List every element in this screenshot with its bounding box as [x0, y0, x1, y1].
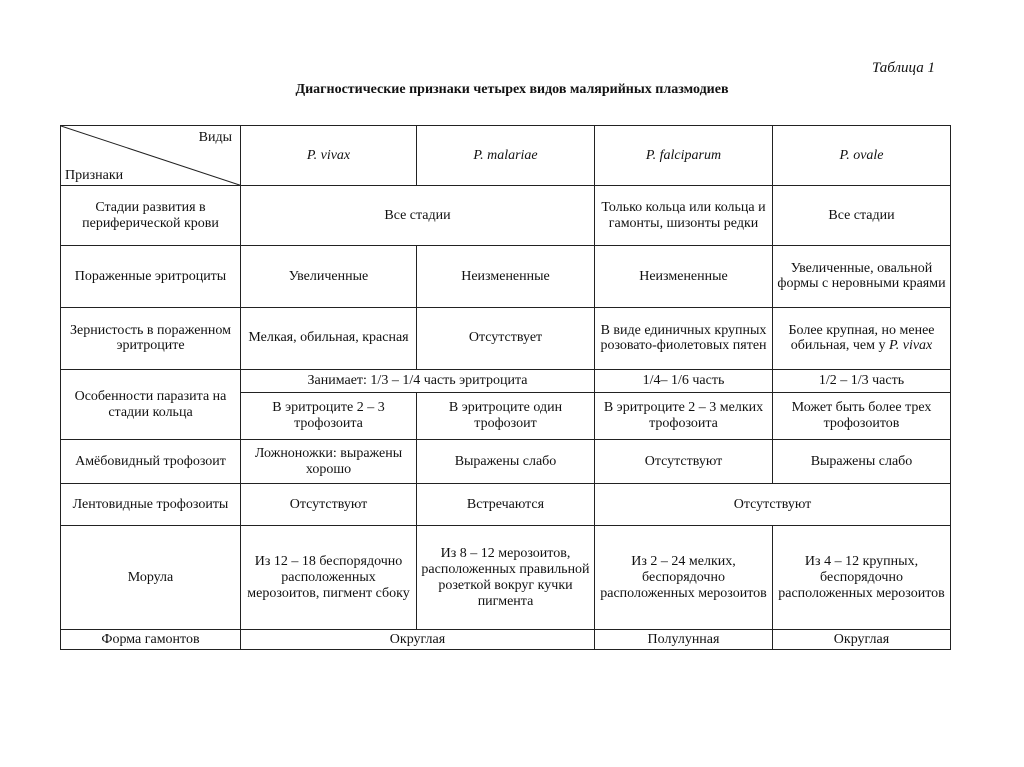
row-amoeboid	[61, 440, 951, 484]
species-axis-label: Виды	[198, 130, 232, 145]
cell-band-falciparum-ovale: Отсутствуют	[595, 483, 951, 526]
cell-morula-malariae: Из 8 – 12 мерозоитов, расположенных правильной розеткой вокруг кучки пигмента	[417, 526, 595, 630]
cell-gamonts-vivax-malariae: Округлая	[241, 630, 595, 650]
cell-band-malariae: Встречаются	[417, 483, 595, 526]
cell-ring-falciparum: В эритроците 2 – 3 мелких трофозоита	[595, 392, 773, 440]
row-band	[61, 483, 951, 526]
cell-gamonts-falciparum: Полулунная	[595, 630, 773, 650]
cell-morula-falciparum: Из 2 – 24 мелких, беспорядочно расположенных мерозоитов	[595, 526, 773, 630]
cell-granularity-vivax: Мелкая, обильная, красная	[241, 307, 417, 369]
header-p-vivax: P. vivax	[241, 126, 417, 186]
row-label-band: Лентовидные трофозоиты	[61, 483, 241, 526]
granularity-ovale-text: Более крупная, но менее обильная, чем у	[788, 322, 935, 354]
cell-erythrocytes-malariae: Неизмененные	[417, 246, 595, 307]
cell-ring-vivax: В эритроците 2 – 3 трофозоита	[241, 392, 417, 440]
cell-amoeboid-malariae: Выражены слабо	[417, 440, 595, 484]
row-label-erythrocytes: Пораженные эритроциты	[61, 246, 241, 307]
cell-ring-occupies-ovale: 1/2 – 1/3 часть	[773, 369, 951, 392]
cell-ring-occupies-falciparum: 1/4– 1/6 часть	[595, 369, 773, 392]
cell-granularity-malariae: Отсутствует	[417, 307, 595, 369]
cell-erythrocytes-ovale: Увеличенные, овальной формы с неровными краями	[773, 246, 951, 307]
cell-granularity-falciparum: В виде единичных крупных розовато-фиолетовых пятен	[595, 307, 773, 369]
header-row	[61, 126, 951, 186]
cell-gamonts-ovale: Округлая	[773, 630, 951, 650]
row-morula	[61, 526, 951, 630]
features-axis-label: Признаки	[65, 167, 124, 183]
cell-amoeboid-vivax: Ложноножки: выражены хорошо	[241, 440, 417, 484]
row-stages	[61, 186, 951, 246]
table-title: Диагностические признаки четырех видов малярийных плазмодиев	[295, 82, 729, 97]
header-p-falciparum: P. falciparum	[595, 126, 773, 186]
cell-stages-vivax-malariae: Все стадии	[241, 186, 595, 246]
cell-morula-ovale: Из 4 – 12 крупных, беспорядочно расположенных мерозоитов	[773, 526, 951, 630]
row-label-amoeboid: Амёбовидный трофозоит	[61, 440, 241, 484]
cell-ring-occupies-vivax-malariae: Занимает: 1/3 – 1/4 часть эритроцита	[241, 369, 595, 392]
row-gamonts	[61, 630, 951, 650]
cell-stages-ovale: Все стадии	[773, 186, 951, 246]
row-erythrocytes	[61, 246, 951, 307]
cell-erythrocytes-falciparum: Неизмененные	[595, 246, 773, 307]
cell-morula-vivax: Из 12 – 18 беспорядочно расположенных мерозоитов, пигмент сбоку	[241, 526, 417, 630]
cell-amoeboid-falciparum: Отсутствуют	[595, 440, 773, 484]
cell-granularity-ovale	[773, 307, 951, 369]
table-number-label: Таблица 1	[872, 60, 935, 76]
header-p-malariae: P. malariae	[417, 126, 595, 186]
row-ring-occupies	[61, 369, 951, 392]
cell-band-vivax: Отсутствуют	[241, 483, 417, 526]
row-label-stages: Стадии развития в периферической крови	[61, 186, 241, 246]
cell-amoeboid-ovale: Выражены слабо	[773, 440, 951, 484]
diagnostic-table	[60, 125, 951, 650]
granularity-ovale-species: P. vivax	[888, 338, 933, 354]
header-p-ovale: P. ovale	[773, 126, 951, 186]
row-label-gamonts: Форма гамонтов	[61, 630, 241, 650]
row-label-granularity: Зернистость в пораженном эритроците	[61, 307, 241, 369]
header-corner-cell	[61, 126, 241, 186]
row-label-ring-stage: Особенности паразита на стадии кольца	[61, 369, 241, 440]
cell-ring-ovale: Может быть более трех трофозоитов	[773, 392, 951, 440]
cell-erythrocytes-vivax: Увеличенные	[241, 246, 417, 307]
row-granularity	[61, 307, 951, 369]
cell-stages-falciparum: Только кольца или кольца и гамонты, шизонты редки	[595, 186, 773, 246]
cell-ring-malariae: В эритроците один трофозоит	[417, 392, 595, 440]
row-label-morula: Морула	[61, 526, 241, 630]
